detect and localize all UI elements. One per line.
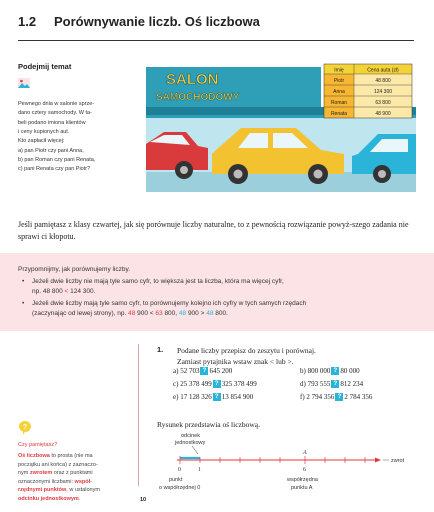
figure-caption: Rysunek przedstawia oś liczbową. bbox=[157, 420, 261, 429]
item-left: 25 378 499 bbox=[180, 380, 212, 388]
exercise-item bbox=[173, 393, 253, 401]
task-line: Kto zapłacił więcej: bbox=[18, 138, 65, 145]
item-right: 13 854 900 bbox=[221, 393, 254, 401]
label-point-a: A bbox=[303, 450, 307, 456]
price-table bbox=[324, 64, 412, 118]
sidenote-bold: odcinku jednostkowym bbox=[18, 495, 79, 502]
salon-sign-line2: SAMOCHODOWY bbox=[156, 92, 240, 103]
task-line: beli podano imiona klientów bbox=[18, 119, 86, 126]
table-cell-name: Piotr bbox=[333, 78, 345, 84]
sidenote-line bbox=[18, 461, 126, 470]
table-cell-price: 48 900 bbox=[375, 111, 391, 117]
table-cell-name: Anna bbox=[333, 89, 345, 95]
exercise-instructions bbox=[177, 345, 417, 368]
sidenote-part: . bbox=[78, 495, 81, 502]
table-cell-price: 63 800 bbox=[375, 100, 391, 106]
sidenote-line bbox=[18, 478, 126, 487]
question-bubble-icon bbox=[18, 420, 32, 436]
sidenote-part: to prosta (nie ma bbox=[49, 453, 93, 459]
item-left: 52 703 bbox=[180, 367, 200, 375]
exercise-item bbox=[300, 367, 360, 375]
sidenote-part: oraz z punktami bbox=[52, 470, 93, 477]
task-heading: Podejmij temat bbox=[18, 62, 72, 71]
digits-highlight: 48 bbox=[128, 310, 136, 318]
label-origin-point: punkt bbox=[169, 477, 183, 483]
bullet-text bbox=[32, 277, 416, 297]
number-part: 900 > bbox=[186, 310, 207, 318]
label-unit-segment: odcinek bbox=[181, 433, 200, 439]
header-divider bbox=[18, 40, 414, 41]
task-line: Pewnego dnia w salonie sprze- bbox=[18, 101, 95, 107]
task-line: a) pan Piotr czy pani Anna, bbox=[18, 147, 84, 154]
table-cell-price: 48 800 bbox=[375, 78, 391, 84]
item-label: b) bbox=[300, 367, 306, 375]
reminder-title: Przypomnijmy, jak porównujemy liczby. bbox=[18, 266, 131, 273]
number-line-figure bbox=[155, 430, 417, 494]
label-origin-point: o współrzędnej 0 bbox=[159, 485, 201, 491]
table-header-price: Cena auta (zł) bbox=[367, 67, 399, 74]
exercise-item bbox=[173, 380, 257, 388]
reminder-bullet bbox=[22, 277, 416, 297]
sidenote-bold: zwrotem bbox=[29, 470, 53, 477]
item-label: e) bbox=[173, 393, 179, 401]
tick-label-six: 6 bbox=[303, 467, 306, 473]
task-line: dano cztery samochody. W ta- bbox=[18, 110, 92, 117]
bullet-dot: • bbox=[22, 278, 25, 285]
item-left: 2 794 356 bbox=[306, 393, 335, 401]
question-box: ? bbox=[213, 380, 221, 388]
sidenote-line bbox=[18, 495, 126, 504]
item-left: 17 128 326 bbox=[180, 393, 212, 401]
digits-highlight: 48 bbox=[178, 310, 187, 318]
column-divider bbox=[138, 344, 139, 486]
image-icon bbox=[18, 78, 30, 88]
sidenote-line bbox=[18, 469, 126, 478]
sidenote-line bbox=[18, 452, 126, 461]
item-label: c) bbox=[173, 380, 179, 388]
sidenote-part: oznaczonymi liczbami: bbox=[18, 478, 75, 485]
comparison-sign: < bbox=[62, 288, 71, 296]
svg-text:?: ? bbox=[22, 424, 28, 431]
question-box: ? bbox=[331, 367, 339, 375]
bullet-line: Jeżeli dwie liczby nie mają tyle samo cyfr, to większa jest ta liczba, która ma więcej cyfr, bbox=[32, 278, 284, 285]
table-cell-name: Roman bbox=[330, 100, 348, 106]
number-part: 800. bbox=[213, 310, 228, 318]
item-label: d) bbox=[300, 380, 306, 388]
tick-label-zero: 0 bbox=[178, 467, 181, 473]
task-line: b) pan Roman czy pani Renata, bbox=[18, 157, 96, 164]
sidenote-part: początku ani końca) z zaznaczo- bbox=[18, 461, 98, 468]
sidenote-line bbox=[18, 486, 126, 495]
reminder-bullet bbox=[22, 299, 416, 319]
item-right: 812 234 bbox=[340, 380, 364, 388]
item-right: 80 000 bbox=[340, 367, 360, 375]
period: . bbox=[93, 288, 96, 296]
bullet-cont: np. bbox=[32, 288, 43, 296]
item-left: 793 555 bbox=[307, 380, 331, 388]
axis-arrow bbox=[375, 458, 381, 463]
bullet-text bbox=[32, 299, 416, 319]
item-label: f) bbox=[300, 393, 305, 401]
sidenote-bold: Oś liczbowa bbox=[18, 453, 50, 459]
table-header-name: Imię bbox=[334, 67, 344, 74]
section-number: 1.2 bbox=[18, 14, 37, 29]
item-left: 800 000 bbox=[307, 367, 331, 375]
exercise-item bbox=[300, 380, 363, 388]
question-box: ? bbox=[335, 393, 343, 401]
number-part: 800, bbox=[162, 310, 179, 318]
digits-highlight: 48 bbox=[206, 310, 214, 318]
sidenote-part: nym bbox=[18, 470, 30, 477]
label-coordinate: punktu A bbox=[291, 485, 313, 491]
question-box: ? bbox=[331, 380, 339, 388]
digits-highlight: 63 bbox=[155, 310, 163, 318]
item-right: 2 784 356 bbox=[344, 393, 373, 401]
bullet-line: Jeżeli dwie liczby mają tyle samo cyfr, to porównujemy kolejno ich cyfry w tych samych rzędach bbox=[32, 300, 307, 307]
number-red: 124 300 bbox=[70, 288, 94, 296]
question-box: ? bbox=[213, 393, 221, 401]
number-part: 900 < bbox=[135, 310, 156, 318]
instruction-line: Zamiast pytajnika wstaw znak < lub >. bbox=[177, 357, 294, 367]
item-label: a) bbox=[173, 367, 179, 375]
exercise-item bbox=[300, 393, 372, 401]
exercise-number: 1. bbox=[157, 345, 164, 354]
label-unit-segment: jednostkowy bbox=[175, 440, 206, 446]
sidenote-text bbox=[18, 452, 126, 503]
task-line: i ceny kupionych aut. bbox=[18, 129, 70, 136]
task-text bbox=[18, 100, 138, 175]
table-cell-price: 124 300 bbox=[373, 89, 393, 95]
intro-paragraph: Jeśli pamiętasz z klasy czwartej, jak się porównuje liczby naturalne, to z pewnością rozwiązanie powyż-szego zadania nie sprawi ci kłopotu. bbox=[18, 220, 409, 242]
label-coordinate: współrzędna bbox=[287, 477, 318, 483]
bullet-dot: • bbox=[22, 300, 25, 307]
sidenote-bold: współ- bbox=[74, 478, 92, 485]
sidenote-bold: rzędnymi punktów bbox=[18, 487, 67, 494]
page-number: 10 bbox=[140, 497, 147, 503]
question-box: ? bbox=[200, 367, 208, 375]
bullet-cont: (zaczynając od lewej strony), np. bbox=[32, 310, 129, 318]
exercise-item bbox=[173, 367, 232, 375]
item-right: 645 200 bbox=[209, 367, 233, 375]
instruction-line: Podane liczby przepisz do zeszytu i porównaj. bbox=[177, 346, 316, 355]
tick-label-one: 1 bbox=[198, 467, 201, 473]
salon-sign-line1: SALON bbox=[166, 71, 219, 88]
sidenote-question: Czy pamiętasz? bbox=[18, 442, 58, 448]
car-salon-illustration bbox=[146, 62, 416, 192]
item-right: 325 378 499 bbox=[221, 380, 257, 388]
table-cell-name: Renata bbox=[330, 111, 348, 117]
section-title: Porównywanie liczb. Oś liczbowa bbox=[54, 14, 260, 29]
number-red: 48 800 bbox=[42, 288, 63, 296]
task-line: c) pani Renata czy pan Piotr? bbox=[18, 166, 91, 173]
sidenote-part: , w ustalonym bbox=[66, 487, 100, 494]
label-direction: zwrot bbox=[391, 458, 405, 464]
